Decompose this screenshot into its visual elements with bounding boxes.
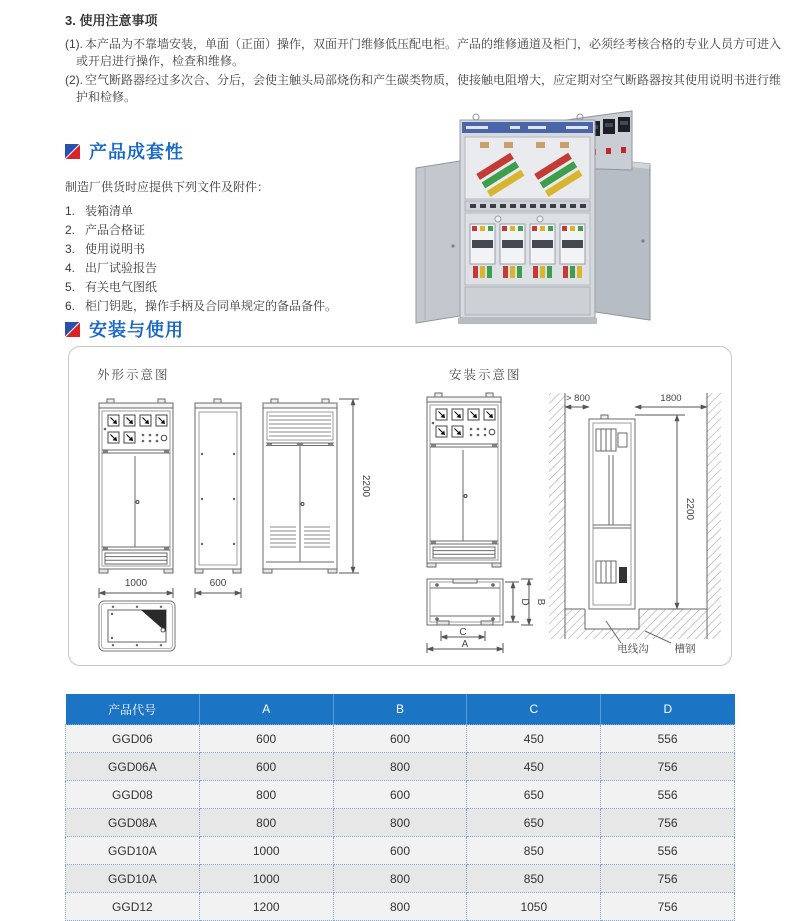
cell-b: 800 bbox=[333, 893, 467, 921]
installation-title: 安装与使用 bbox=[89, 320, 184, 340]
install-drawing bbox=[421, 387, 721, 655]
cell-d: 756 bbox=[601, 809, 735, 837]
table-row bbox=[66, 837, 735, 865]
item-text: 产品合格证 bbox=[85, 223, 146, 237]
install-diagram-label: 安装示意图 bbox=[449, 368, 522, 382]
top-view bbox=[99, 601, 175, 651]
header-dim-b: B bbox=[333, 694, 467, 725]
list-item bbox=[65, 202, 395, 221]
cell-c: 850 bbox=[467, 865, 601, 893]
note-number: (2). bbox=[65, 73, 83, 87]
item-number: 1. bbox=[65, 204, 76, 218]
table-row bbox=[66, 809, 735, 837]
dim-depth bbox=[195, 588, 241, 598]
section-header bbox=[65, 138, 395, 164]
cell-code: GGD08 bbox=[66, 781, 200, 809]
item-text: 有关电气图纸 bbox=[85, 280, 158, 294]
cell-a: 600 bbox=[199, 753, 333, 781]
item-text: 装箱清单 bbox=[85, 204, 134, 218]
list-item bbox=[65, 259, 395, 278]
cell-c: 850 bbox=[467, 837, 601, 865]
dim-c-label: C bbox=[459, 627, 467, 638]
list-item bbox=[65, 297, 395, 316]
item-number: 6. bbox=[65, 299, 76, 313]
header-dim-d: D bbox=[601, 694, 735, 725]
table-row bbox=[66, 753, 735, 781]
cell-code: GGD12 bbox=[66, 893, 200, 921]
cabinet-photo bbox=[398, 106, 662, 332]
cell-code: GGD10A bbox=[66, 865, 200, 893]
spec-table-section bbox=[65, 694, 735, 921]
front-view bbox=[99, 399, 173, 573]
left-clearance-value: > 800 bbox=[565, 393, 591, 404]
table-row bbox=[66, 865, 735, 893]
outline-diagram-label: 外形示意图 bbox=[97, 368, 170, 382]
header-product-code: 产品代号 bbox=[66, 694, 200, 725]
cell-a: 800 bbox=[199, 809, 333, 837]
cell-c: 450 bbox=[467, 725, 601, 753]
cell-c: 1050 bbox=[467, 893, 601, 921]
note-item bbox=[65, 72, 787, 106]
right-wall-hatch bbox=[707, 393, 721, 639]
product-completeness-section bbox=[65, 138, 395, 316]
item-text: 使用说明书 bbox=[85, 242, 146, 256]
dim-d-label: D bbox=[519, 598, 530, 606]
completeness-intro: 制造厂供货时应提供下列文件及附件： bbox=[65, 180, 270, 194]
diagram-panel bbox=[68, 346, 732, 666]
install-height-value: 2200 bbox=[684, 497, 695, 521]
install-side-view bbox=[549, 393, 721, 655]
note-item bbox=[65, 36, 787, 70]
cell-d: 556 bbox=[601, 837, 735, 865]
cell-d: 756 bbox=[601, 753, 735, 781]
dim-height-value: 2200 bbox=[360, 474, 371, 498]
item-number: 5. bbox=[65, 280, 76, 294]
cell-a: 800 bbox=[199, 781, 333, 809]
note-text: 本产品为不靠墙安装，单面（正面）操作，双面开门维修低压配电柜。产品的维修通道及柜门，必须经考核合格的专业人员方可进入或开启进行操作，检查和维修。 bbox=[76, 37, 782, 68]
table-row bbox=[66, 781, 735, 809]
installation-section-header bbox=[65, 316, 184, 342]
item-text: 出厂试验报告 bbox=[85, 261, 158, 275]
cable-trench bbox=[585, 609, 639, 629]
cell-a: 600 bbox=[199, 725, 333, 753]
document-list bbox=[65, 202, 395, 316]
cell-a: 1000 bbox=[199, 865, 333, 893]
table-row bbox=[66, 893, 735, 921]
header-dim-c: C bbox=[467, 694, 601, 725]
cabinet-left-door bbox=[416, 161, 460, 323]
diagonal-square-icon bbox=[65, 144, 80, 159]
cell-d: 556 bbox=[601, 781, 735, 809]
cell-a: 1000 bbox=[199, 837, 333, 865]
cell-b: 600 bbox=[333, 837, 467, 865]
side-view bbox=[195, 399, 241, 573]
cell-code: GGD06A bbox=[66, 753, 200, 781]
list-item bbox=[65, 278, 395, 297]
dim-install-height bbox=[635, 415, 685, 609]
cell-d: 556 bbox=[601, 725, 735, 753]
spec-table bbox=[65, 694, 735, 921]
cell-b: 800 bbox=[333, 753, 467, 781]
item-number: 2. bbox=[65, 223, 76, 237]
list-item bbox=[65, 240, 395, 259]
rear-view bbox=[263, 399, 337, 573]
cell-c: 650 bbox=[467, 781, 601, 809]
usage-notes-heading: 3. 使用注意事项 bbox=[65, 13, 158, 28]
note-text: 空气断路器经过多次合、分后，会使主触头局部烧伤和产生碳类物质，使接触电阻增大，应定期对空气断路器按其使用说明书进行维护和检修。 bbox=[76, 73, 782, 104]
cell-code: GGD06 bbox=[66, 725, 200, 753]
completeness-title: 产品成套性 bbox=[89, 142, 184, 162]
item-number: 4. bbox=[65, 261, 76, 275]
table-header-row bbox=[66, 694, 735, 725]
list-item bbox=[65, 221, 395, 240]
channel-label: 槽钢 bbox=[674, 643, 696, 655]
dim-d bbox=[505, 582, 519, 622]
cell-b: 800 bbox=[333, 809, 467, 837]
outline-drawing bbox=[85, 387, 425, 655]
cell-a: 1200 bbox=[199, 893, 333, 921]
cell-code: GGD10A bbox=[66, 837, 200, 865]
cabinet-right-door bbox=[595, 158, 650, 320]
dim-width-value: 1000 bbox=[124, 578, 148, 589]
cabinet-body bbox=[458, 114, 597, 324]
dim-a-label: A bbox=[461, 639, 469, 650]
cabinet-profile bbox=[589, 415, 635, 609]
front-view bbox=[427, 393, 501, 567]
header-dim-a: A bbox=[199, 694, 333, 725]
dim-depth-value: 600 bbox=[209, 578, 227, 589]
item-text: 柜门钥匙，操作手柄及合同单规定的备品备件。 bbox=[85, 299, 338, 313]
cell-c: 650 bbox=[467, 809, 601, 837]
diagonal-square-icon bbox=[65, 322, 80, 337]
left-wall-hatch bbox=[549, 393, 565, 639]
cell-d: 756 bbox=[601, 893, 735, 921]
dim-width bbox=[99, 588, 173, 598]
table-row bbox=[66, 725, 735, 753]
trench-label: 电线沟 bbox=[617, 643, 649, 655]
cabinet-photo-illustration bbox=[398, 106, 662, 332]
right-clearance-value: 1800 bbox=[660, 393, 682, 404]
dim-height bbox=[339, 399, 359, 573]
item-number: 3. bbox=[65, 242, 76, 256]
usage-notes-section bbox=[65, 10, 787, 108]
cell-code: GGD08A bbox=[66, 809, 200, 837]
cell-b: 800 bbox=[333, 865, 467, 893]
plan-view bbox=[427, 579, 503, 625]
note-number: (1). bbox=[65, 37, 83, 51]
cell-b: 600 bbox=[333, 781, 467, 809]
dim-b-label: B bbox=[535, 598, 546, 606]
cell-b: 600 bbox=[333, 725, 467, 753]
cell-d: 756 bbox=[601, 865, 735, 893]
cell-c: 450 bbox=[467, 753, 601, 781]
